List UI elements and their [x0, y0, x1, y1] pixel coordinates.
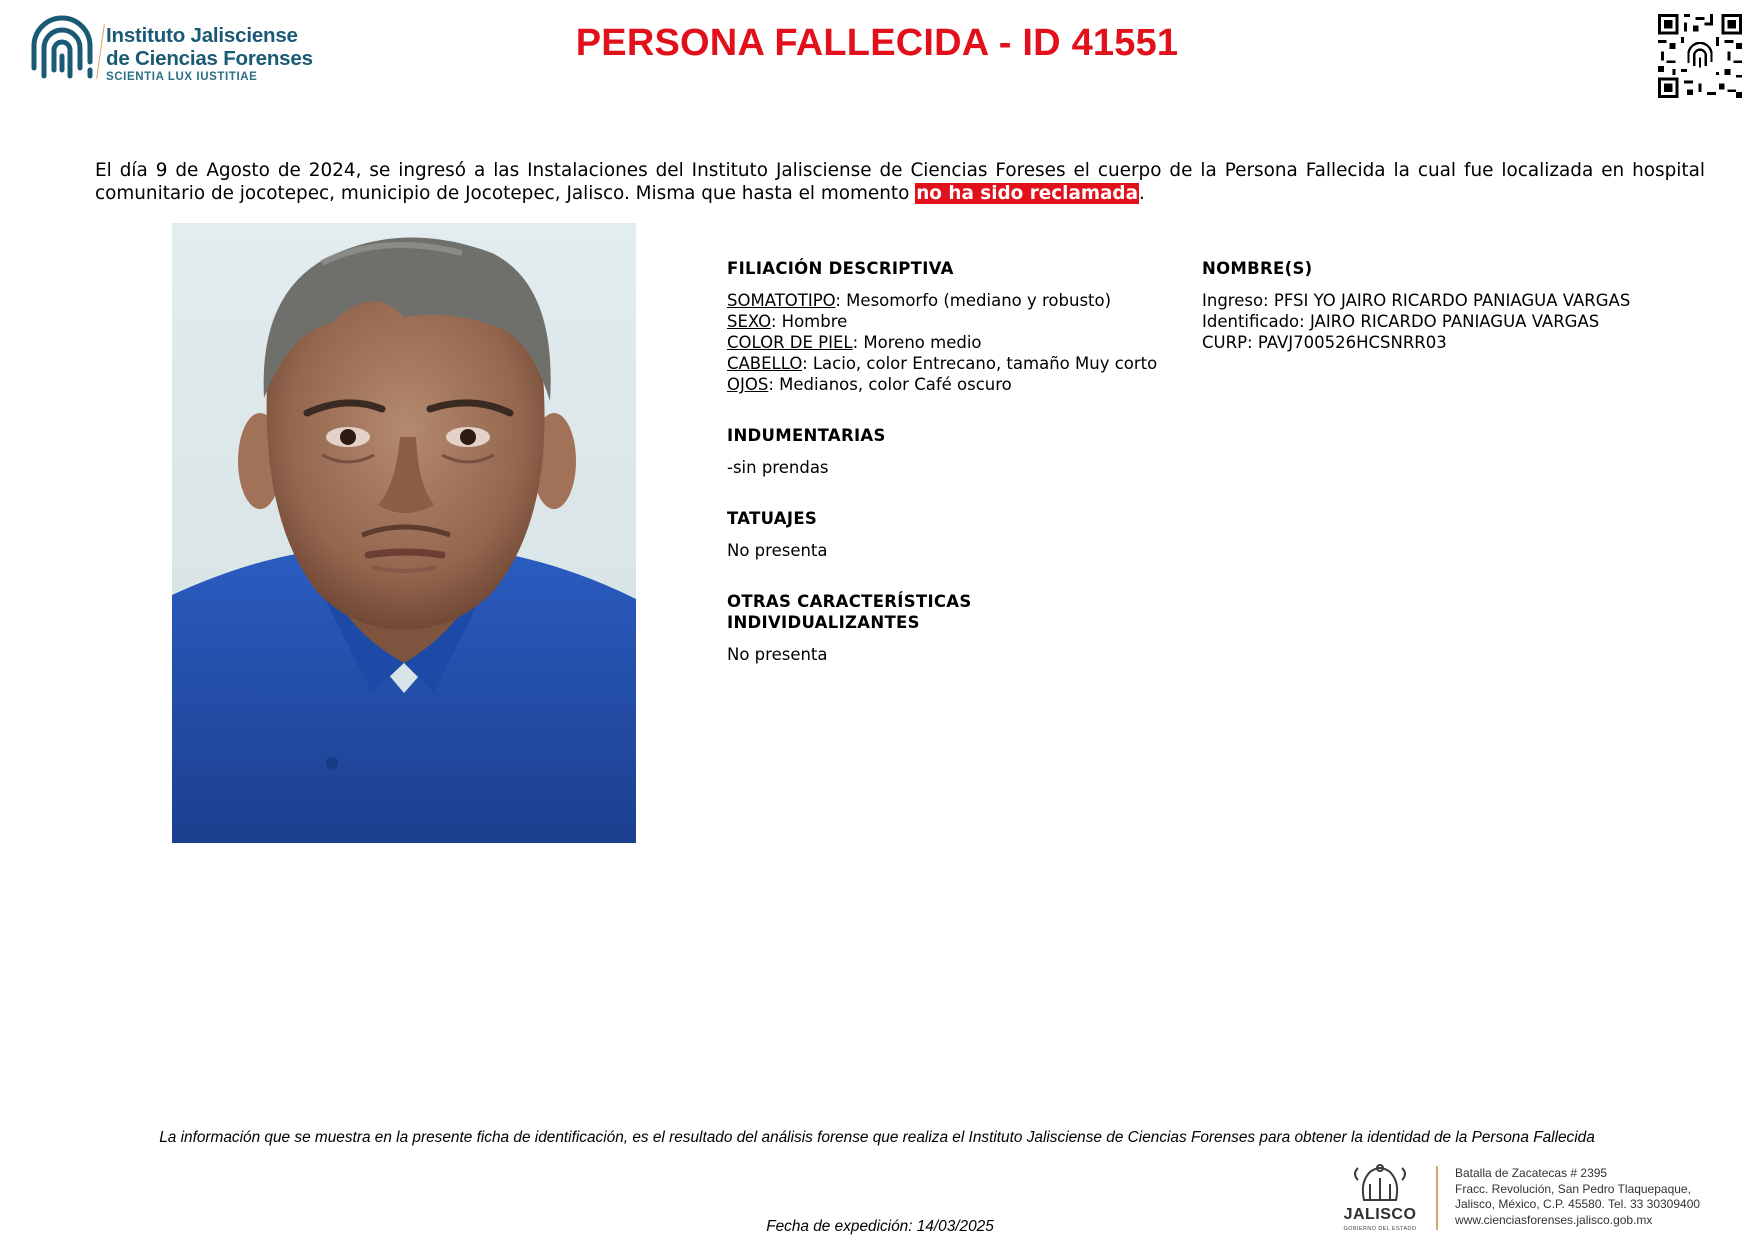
website-link[interactable]: www.cienciasforenses.jalisco.gob.mx — [1455, 1212, 1653, 1227]
logo-motto: SCIENTIA LUX IUSTITIAE — [106, 71, 258, 83]
tatuajes-value: No presenta — [727, 541, 828, 560]
footer-divider — [1436, 1166, 1438, 1230]
sexo-value: : Hombre — [770, 312, 848, 331]
filiacion-heading: FILIACIÓN DESCRIPTIVA — [727, 259, 954, 278]
sexo-label: SEXO — [727, 312, 771, 331]
jalisco-seal-icon — [1330, 1160, 1430, 1206]
filiacion-row — [727, 332, 1167, 353]
cabello-label: CABELLO — [727, 354, 803, 373]
filiacion-row — [727, 290, 1167, 311]
names-column — [1202, 258, 1722, 353]
otras-value: No presenta — [727, 645, 828, 664]
color-piel-value: : Moreno medio — [852, 333, 982, 352]
page-title: PERSONA FALLECIDA - ID 41551 — [575, 22, 1179, 64]
ojos-label: OJOS — [727, 375, 769, 394]
qr-code-icon[interactable] — [1658, 14, 1742, 98]
jalisco-word: JALISCO — [1343, 1206, 1417, 1223]
intro-text: El día 9 de Agosto de 2024, se ingresó a las Instalaciones del Instituto Jalisciense de Ciencias Foreses el cuerpo de la Persona Fallecida la cual fue localizada en hospital comunitario de jocotepec, municipio de Jocotepec, Jalisco. Misma que hasta el momento — [95, 160, 1705, 204]
address-line: Fracc. Revolución, San Pedro Tlaquepaque, — [1455, 1181, 1691, 1196]
filiacion-row — [727, 311, 1167, 332]
intro-paragraph — [95, 159, 1705, 205]
indumentarias-value: -sin prendas — [727, 458, 829, 477]
intro-end: . — [1139, 183, 1145, 204]
issue-date: Fecha de expedición: 14/03/2025 — [766, 1218, 994, 1235]
unclaimed-highlight: no ha sido reclamada — [916, 183, 1139, 204]
cabello-value: : Lacio, color Entrecano, tamaño Muy corto — [802, 354, 1158, 373]
jalisco-logo — [1330, 1160, 1430, 1238]
nombre-ingreso: Ingreso: PFSI YO JAIRO RICARDO PANIAGUA VARGAS — [1202, 291, 1631, 310]
description-column — [727, 258, 1167, 665]
somatotipo-label: SOMATOTIPO — [727, 291, 836, 310]
disclaimer: La información que se muestra en la presente ficha de identificación, es el resultado del análisis forense que realiza el Instituto Jalisciense de Ciencias Forenses para obtener la identidad de la Persona Fallecida — [159, 1129, 1595, 1146]
indumentarias-heading: INDUMENTARIAS — [727, 426, 886, 445]
deceased-photo — [172, 223, 636, 843]
logo-name-line2: de Ciencias Forenses — [106, 47, 313, 70]
nombre-identificado: Identificado: JAIRO RICARDO PANIAGUA VARGAS — [1202, 312, 1600, 331]
tatuajes-heading: TATUAJES — [727, 509, 818, 528]
filiacion-row — [727, 353, 1167, 374]
institute-address — [1455, 1166, 1745, 1228]
address-line: Jalisco, México, C.P. 45580. Tel. 33 30309400 — [1455, 1197, 1701, 1211]
logo-name-line1: Instituto Jalisciense — [106, 24, 298, 47]
jalisco-sub: GOBIERNO DEL ESTADO — [1343, 1226, 1417, 1232]
ojos-value: : Medianos, color Café oscuro — [768, 375, 1012, 394]
curp: CURP: PAVJ700526HCSNRR03 — [1202, 333, 1447, 352]
somatotipo-value: : Mesomorfo (mediano y robusto) — [835, 291, 1112, 310]
otras-heading: OTRAS CARACTERÍSTICAS INDIVIDUALIZANTES — [727, 592, 972, 632]
filiacion-row — [727, 374, 1167, 395]
address-line: Batalla de Zacatecas # 2395 — [1455, 1166, 1608, 1180]
color-piel-label: COLOR DE PIEL — [727, 333, 853, 352]
nombres-heading: NOMBRE(S) — [1202, 259, 1313, 278]
